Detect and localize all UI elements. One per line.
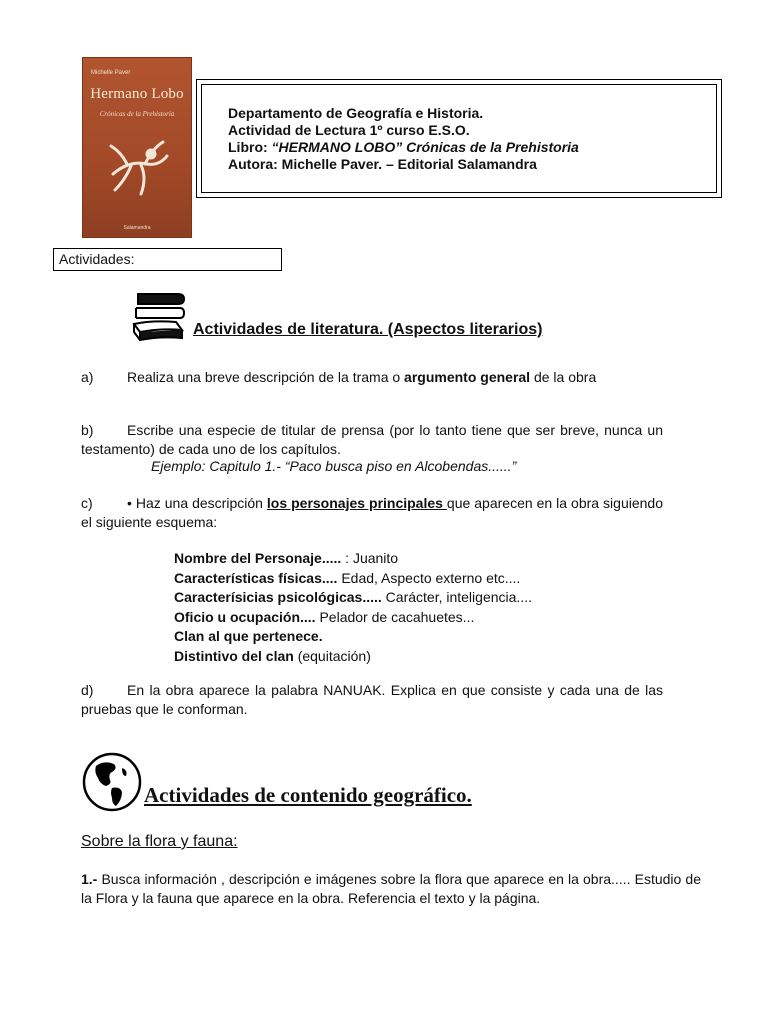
item-b-label: b): [81, 422, 94, 438]
section-geography-heading: Actividades de contenido geográfico.: [144, 783, 472, 807]
cover-publisher: Salamandra: [123, 225, 151, 231]
section-literature-heading: Actividades de literatura. (Aspectos literarios): [193, 321, 543, 338]
header-book-title: “HERMANO LOBO” Crónicas de la Prehistoria: [271, 139, 579, 155]
item-c-label: c): [81, 495, 93, 511]
globe-icon: [82, 752, 142, 812]
item-1: [81, 870, 701, 907]
item-b: [81, 421, 663, 458]
sheet-value-physical: Edad, Aspecto externo etc....: [337, 569, 521, 586]
item-c-bullet: •: [127, 495, 132, 511]
books-icon: [132, 290, 186, 346]
header-line-author: Autora: Michelle Paver. – Editorial Salamandra: [228, 156, 537, 172]
item-1-label: 1.-: [81, 871, 98, 887]
sheet-key-physical: Características físicas....: [174, 569, 338, 586]
item-c-text-before: Haz una descripción: [131, 495, 267, 511]
sheet-row: [174, 569, 532, 589]
actividades-label-box: [53, 248, 282, 271]
header-line-department: Departamento de Geografía e Historia.: [228, 105, 484, 121]
cover-figure-illustration: [101, 130, 175, 200]
sheet-key-occupation: Oficio u ocupación....: [174, 608, 316, 625]
item-1-text: Busca información , descripción e imágenes sobre la flora que aparece en la obra..... Estudio de la Flora y la fauna que aparece en la obra. Referencia el texto y la página.: [81, 871, 701, 906]
sheet-row: [174, 549, 532, 569]
character-sheet: [174, 549, 532, 666]
sheet-row: [174, 647, 532, 667]
sheet-row: [174, 588, 532, 608]
item-c-bold: los personajes principales: [266, 495, 447, 511]
header-book-prefix: Libro:: [228, 139, 272, 155]
actividades-label: Actividades:: [59, 251, 135, 267]
item-d: [81, 681, 663, 718]
sheet-row: [174, 627, 532, 647]
flora-fauna-subheading: Sobre la flora y fauna:: [81, 833, 238, 850]
cover-subtitle: Crónicas de la Prehistoria: [99, 110, 175, 118]
item-c: [81, 494, 663, 531]
cover-title: Hermano Lobo: [90, 86, 184, 102]
header-line-book: [228, 139, 579, 157]
item-a-text-before: Realiza una breve descripción de la trama o: [127, 369, 405, 385]
item-a-text-after: de la obra: [530, 369, 597, 385]
item-a: [81, 368, 663, 387]
header-line-activity: Actividad de Lectura 1º curso E.S.O.: [228, 122, 470, 138]
item-b-text: Escribe una especie de titular de prensa (por lo tanto tiene que ser breve, nunca un testamento) de cada uno de los capítulos.: [81, 422, 663, 457]
sheet-key-clan-badge: Distintivo del clan: [174, 647, 294, 664]
header-box: [196, 79, 722, 198]
sheet-value-psychological: Carácter, inteligencia....: [381, 589, 532, 605]
item-d-text: En la obra aparece la palabra NANUAK. Explica en que consiste y cada una de las pruebas que le conforman.: [81, 682, 663, 717]
sheet-key-psychological: Caracterísicias psicológicas.....: [174, 589, 382, 605]
item-c-text-after: que aparecen en la obra siguiendo el siguiente esquema:: [81, 495, 663, 530]
sheet-value-name: : Juanito: [341, 550, 399, 566]
header-box-inner: [201, 84, 717, 193]
sheet-value-clan-badge: (equitación): [293, 647, 371, 664]
sheet-row: [174, 608, 532, 628]
item-b-example: Ejemplo: Capitulo 1.- “Paco busca piso en Alcobendas......”: [151, 458, 517, 474]
sheet-key-name: Nombre del Personaje.....: [174, 550, 342, 566]
sheet-value-occupation: Pelador de cacahuetes...: [315, 608, 475, 625]
book-cover-image: [82, 57, 192, 238]
item-a-label: a): [81, 369, 94, 385]
sheet-key-clan: Clan al que pertenece.: [174, 628, 323, 644]
item-a-bold: argumento general: [404, 369, 531, 385]
cover-author: Michelle Paver: [91, 70, 131, 76]
item-d-label: d): [81, 682, 94, 698]
